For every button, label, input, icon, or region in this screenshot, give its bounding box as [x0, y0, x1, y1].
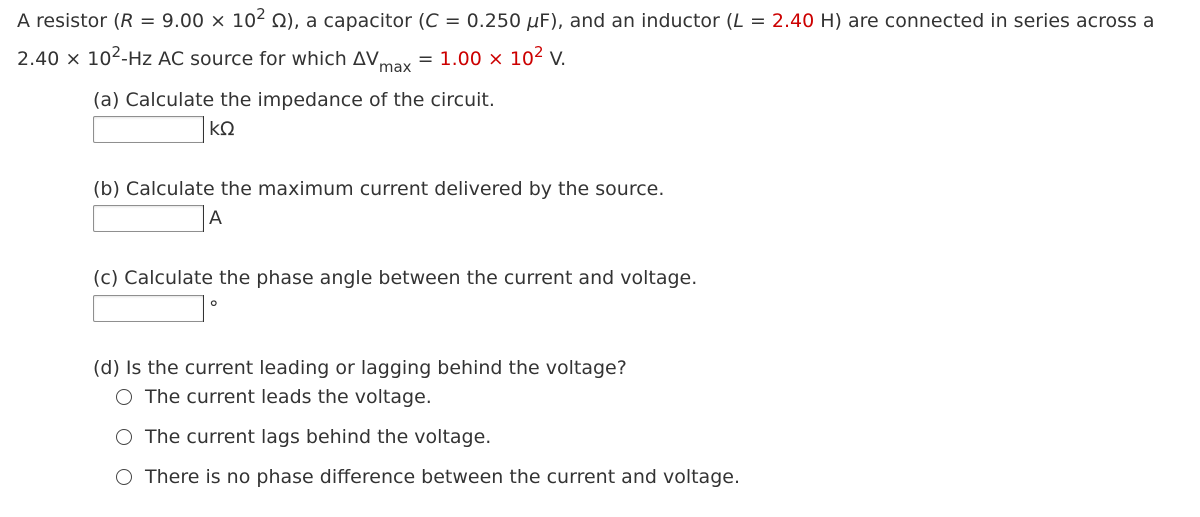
max-current-answer-input[interactable]: [93, 205, 204, 232]
inductance-value: 2.40: [771, 10, 815, 32]
impedance-unit: kΩ: [203, 116, 235, 143]
resistance-symbol: R: [120, 10, 134, 32]
option-label: The current leads the voltage.: [145, 386, 432, 408]
current-unit: A: [203, 205, 222, 232]
impedance-answer-input[interactable]: [93, 116, 204, 143]
phase-angle-answer-input[interactable]: [93, 295, 204, 322]
option-label: There is no phase difference between the current and voltage.: [145, 466, 740, 488]
capacitance-symbol: C: [425, 10, 439, 32]
part-d-question: (d) Is the current leading or lagging behind the voltage?: [93, 357, 627, 379]
problem-statement-line-2: $2.40 \times 10^2-Hz$ AC source for which $\Delta V_{max} = 1.00 \times 10^2$ V.: [17, 43, 567, 76]
voltage-subscript: max: [378, 58, 412, 76]
option-label: The current lags behind the voltage.: [145, 426, 492, 448]
radio-button[interactable]: [116, 389, 132, 405]
radio-button[interactable]: [116, 429, 132, 445]
part-a-question: (a) Calculate the impedance of the circuit.: [93, 89, 495, 111]
inductance-symbol: L: [733, 10, 744, 32]
degree-unit: °: [203, 295, 219, 322]
max-voltage-value: 1.00 × 10: [439, 48, 535, 70]
part-b-question: (b) Calculate the maximum current delivered by the source.: [93, 178, 665, 200]
frequency-value: 2.40 × 10: [17, 48, 112, 70]
part-c-question: (c) Calculate the phase angle between the current and voltage.: [93, 267, 698, 289]
resistance-exponent: 2: [256, 5, 266, 23]
radio-button[interactable]: [116, 469, 132, 485]
problem-statement-line-1: A resistor ($R = 9.00 \times 10^2$ Ω), a capacitor (C = 0.250 μF), and an inductor (L = 2.40 H) are connected in series across a: [17, 5, 1155, 32]
